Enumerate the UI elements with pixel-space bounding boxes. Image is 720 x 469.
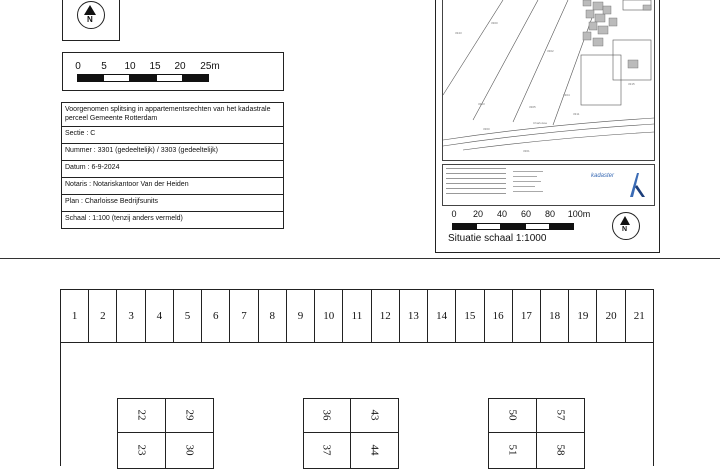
unit-cell: 20: [597, 290, 625, 342]
unit-cell: 50: [488, 398, 537, 433]
svg-text:3343: 3343: [455, 31, 462, 35]
unit-cell: 44: [350, 432, 399, 469]
unit-cell: 8: [259, 290, 287, 342]
unit-cell: 21: [633, 310, 645, 322]
north-arrow-box: [62, 0, 120, 41]
north-label: N: [87, 15, 93, 24]
unit-cell: 57: [536, 398, 585, 433]
unit-cell: 13: [400, 290, 428, 342]
cadastral-map-drawing: [443, 0, 654, 160]
unit-cell: 14: [428, 290, 456, 342]
scale-label: 0: [75, 61, 81, 72]
svg-text:3360: 3360: [483, 127, 490, 131]
arrow-up-icon: [84, 5, 96, 15]
unit-cell: 37: [303, 432, 352, 469]
unit-cell: 9: [287, 290, 315, 342]
map-scale-bar: [452, 223, 574, 230]
unit-cell: 19: [569, 290, 597, 342]
unit-cell: 10: [315, 290, 343, 342]
unit-cell: 4: [146, 290, 174, 342]
map-scale-label: 60: [520, 209, 532, 219]
svg-text:3361: 3361: [523, 149, 530, 153]
svg-text:3302: 3302: [547, 49, 554, 53]
map-legend: [442, 164, 655, 206]
svg-text:3311: 3311: [573, 112, 580, 116]
unit-block: [117, 398, 213, 468]
notaris-field: Notaris : Notariskantoor Van der Heiden: [62, 178, 283, 195]
situation-map-panel: [435, 0, 660, 253]
map-scale-label: 100m: [567, 209, 591, 219]
arrow-up-icon: [620, 216, 630, 225]
map-scale-label: 20: [472, 209, 484, 219]
unit-cell: 22: [117, 398, 166, 433]
unit-cell: 51: [488, 432, 537, 469]
kadaster-wordmark: kadaster: [591, 173, 615, 179]
scale-bar: [77, 74, 209, 82]
scale-label: 20: [174, 61, 186, 72]
scale-label: 5: [101, 61, 107, 72]
scale-labels: [63, 61, 283, 73]
unit-cell: 11: [343, 290, 371, 342]
unit-cell: 6: [202, 290, 230, 342]
unit-cell: 58: [536, 432, 585, 469]
nummer-field: Nummer : 3301 (gedeeltelijk) / 3303 (gedeeltelijk): [62, 144, 283, 161]
sheet-divider: [0, 258, 720, 259]
scale-bar-box: [62, 52, 284, 91]
unit-cell: 29: [165, 398, 214, 433]
schaal-field: Schaal : 1:100 (tenzij anders vermeld): [65, 215, 183, 222]
svg-text:3315: 3315: [628, 82, 635, 86]
unit-cell: 36: [303, 398, 352, 433]
plan-title: Voorgenomen splitsing in appartementsrechten van het kadastrale perceel Gemeente Rotterdam: [62, 103, 283, 127]
scale-label: 25m: [200, 61, 220, 72]
svg-text:3300: 3300: [491, 21, 498, 25]
scale-label: 10: [124, 61, 136, 72]
north-arrow-icon: [77, 1, 105, 29]
unit-cell: 18: [541, 290, 569, 342]
svg-text:3303: 3303: [478, 102, 485, 106]
unit-cell: 23: [117, 432, 166, 469]
unit-cell: 15: [456, 290, 484, 342]
datum-field: Datum : 6-9-2024: [62, 161, 283, 178]
svg-text:3305: 3305: [529, 105, 536, 109]
unit-cell: 3: [117, 290, 145, 342]
legend-symbols: [446, 168, 506, 198]
legend-text: [513, 169, 593, 200]
situation-caption: Situatie schaal 1:1000: [448, 233, 547, 244]
unit-cell: 7: [230, 290, 258, 342]
unit-cell: 1: [61, 290, 89, 342]
unit-cell: 16: [485, 290, 513, 342]
title-block: [61, 102, 284, 229]
unit-cell: 17: [513, 290, 541, 342]
sectie-field: Sectie : C: [62, 127, 283, 144]
unit-cell: 43: [350, 398, 399, 433]
map-north-label: N: [622, 226, 628, 233]
scale-label: 15: [149, 61, 161, 72]
units-row: [60, 289, 654, 343]
map-north-arrow-icon: [612, 212, 640, 240]
unit-cell: 5: [174, 290, 202, 342]
cadastral-map: [442, 0, 655, 161]
svg-text:3304: 3304: [563, 93, 570, 97]
map-scale-label: 40: [496, 209, 508, 219]
unit-cell: 12: [372, 290, 400, 342]
map-scale-label: 0: [451, 209, 457, 219]
kadaster-logo-icon: [627, 171, 647, 199]
unit-cell: 30: [165, 432, 214, 469]
unit-block: [488, 398, 584, 468]
situation-scale: [444, 209, 604, 247]
plan-field: Plan : Charloisse Bedrijfsunits: [62, 195, 283, 212]
svg-text:Charloisse: Charloisse: [533, 121, 548, 125]
unit-cell: 2: [89, 290, 117, 342]
map-scale-label: 80: [544, 209, 556, 219]
unit-block: [303, 398, 398, 468]
